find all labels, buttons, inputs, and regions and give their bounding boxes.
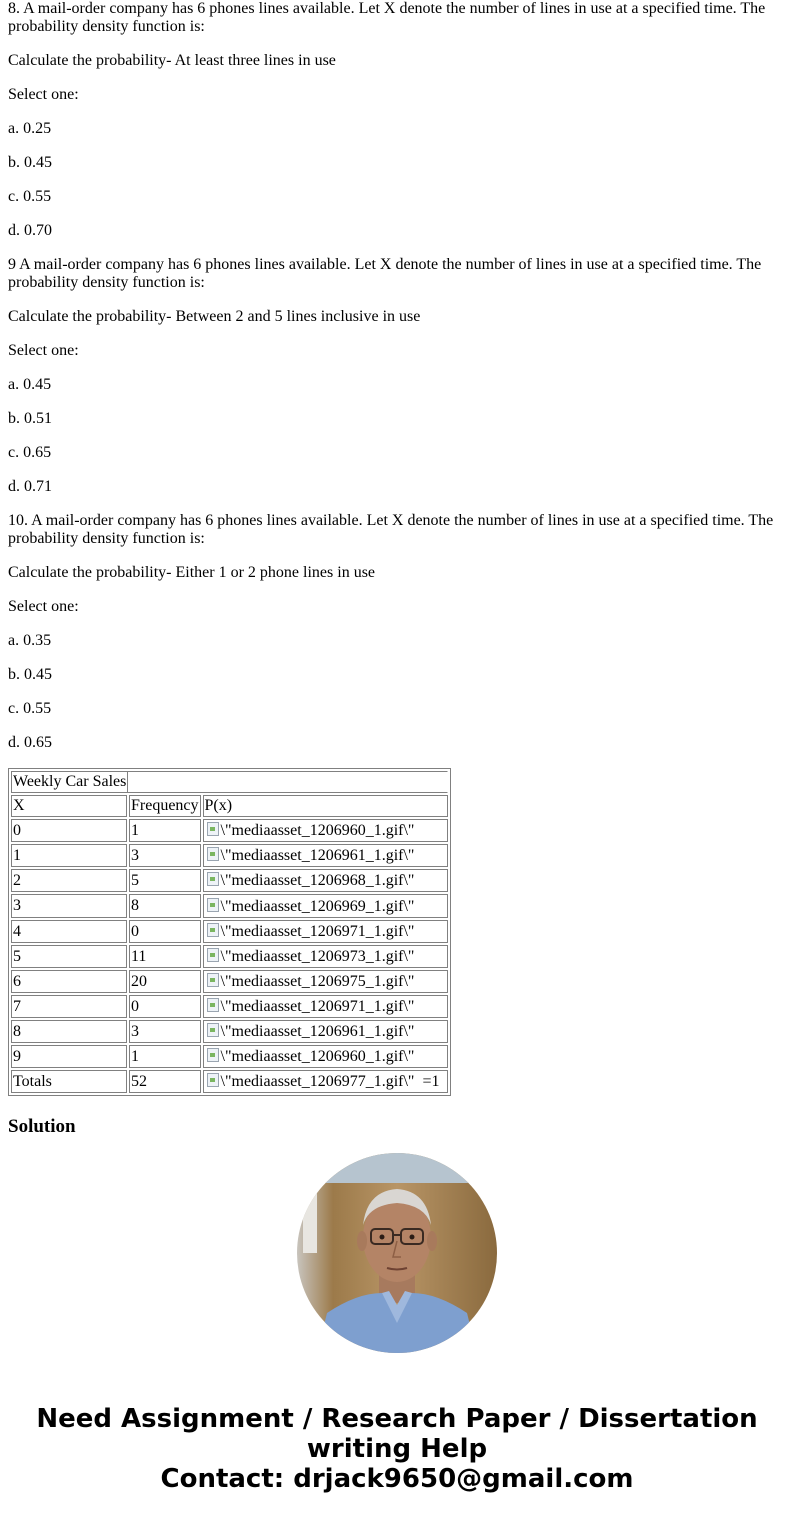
cell-frequency: 11 xyxy=(129,945,201,968)
cell-px xyxy=(203,894,448,918)
header-px: P(x) xyxy=(203,795,448,817)
broken-image-icon xyxy=(205,1022,221,1038)
option-a: a. 0.45 xyxy=(8,376,52,393)
table-caption: Weekly Car Sales xyxy=(11,771,128,793)
table-row xyxy=(11,819,448,842)
option-a: a. 0.35 xyxy=(8,632,52,649)
cell-x: 2 xyxy=(11,869,127,892)
option-b: b. 0.45 xyxy=(8,666,52,683)
broken-image-icon xyxy=(205,846,221,862)
cell-frequency: 20 xyxy=(129,970,201,993)
cell-x: 6 xyxy=(11,970,127,993)
question-task: Calculate the probability- At least three lines in use xyxy=(8,52,336,69)
cell-x: 4 xyxy=(11,920,127,943)
image-alt-text: \"mediaasset_1206968_1.gif\" xyxy=(220,872,415,889)
image-alt-text: \"mediaasset_1206971_1.gif\" xyxy=(220,998,415,1015)
question-8 xyxy=(8,0,786,240)
cell-frequency: 5 xyxy=(129,869,201,892)
image-alt-text: \"mediaasset_1206977_1.gif\" xyxy=(220,1073,415,1090)
cell-x: 9 xyxy=(11,1045,127,1068)
option-d: d. 0.71 xyxy=(8,478,52,495)
cell-px xyxy=(203,970,448,993)
select-one-label: Select one: xyxy=(8,342,79,359)
image-alt-text: \"mediaasset_1206969_1.gif\" xyxy=(220,897,415,915)
cell-px xyxy=(203,995,448,1018)
table-caption-row xyxy=(11,771,448,793)
totals-px xyxy=(203,1070,448,1093)
broken-image-icon xyxy=(205,972,221,988)
option-d: d. 0.65 xyxy=(8,734,52,751)
table-totals-row xyxy=(11,1070,448,1093)
table-row xyxy=(11,844,448,867)
table-caption-cell xyxy=(11,771,448,793)
table-row xyxy=(11,894,448,918)
broken-image-icon xyxy=(205,947,221,963)
question-9 xyxy=(8,256,786,496)
cell-x: 5 xyxy=(11,945,127,968)
cell-px xyxy=(203,1020,448,1043)
broken-image-icon xyxy=(205,1047,221,1063)
cell-x: 7 xyxy=(11,995,127,1018)
weekly-car-sales-table xyxy=(8,768,451,1096)
option-c: c. 0.55 xyxy=(8,188,52,205)
table-row xyxy=(11,945,448,968)
image-alt-text: \"mediaasset_1206971_1.gif\" xyxy=(220,923,415,940)
question-10 xyxy=(8,512,786,752)
image-alt-text: \"mediaasset_1206961_1.gif\" xyxy=(220,1023,415,1040)
cell-px xyxy=(203,819,448,842)
promo-contact: Contact: drjack9650@gmail.com xyxy=(160,1464,634,1494)
question-task: Calculate the probability- Between 2 and 5 lines inclusive in use xyxy=(8,308,421,325)
cell-px xyxy=(203,920,448,943)
cell-px xyxy=(203,844,448,867)
select-one-label: Select one: xyxy=(8,598,79,615)
cell-frequency: 3 xyxy=(129,1020,201,1043)
image-alt-text: \"mediaasset_1206961_1.gif\" xyxy=(220,847,415,864)
totals-label: Totals xyxy=(11,1070,127,1093)
question-task: Calculate the probability- Either 1 or 2 phone lines in use xyxy=(8,564,376,581)
promo-banner xyxy=(0,1404,794,1494)
table-row xyxy=(11,869,448,892)
image-alt-text: \"mediaasset_1206960_1.gif\" xyxy=(220,1048,415,1065)
broken-image-icon xyxy=(205,1072,221,1088)
author-avatar xyxy=(297,1153,497,1353)
question-stem: 10. A mail-order company has 6 phones lines available. Let X denote the number of lines in use at a specified time. The probability density function is: xyxy=(8,512,774,547)
option-a: a. 0.25 xyxy=(8,120,52,137)
select-one-label: Select one: xyxy=(8,86,79,103)
option-b: b. 0.51 xyxy=(8,410,52,427)
table-row xyxy=(11,995,448,1018)
table-row xyxy=(11,1045,448,1068)
option-b: b. 0.45 xyxy=(8,154,52,171)
broken-image-icon xyxy=(205,922,221,938)
cell-frequency: 0 xyxy=(129,920,201,943)
avatar-portrait-icon xyxy=(297,1153,497,1353)
cell-frequency: 1 xyxy=(129,819,201,842)
promo-line-1: Need Assignment / Research Paper / Dissertation xyxy=(36,1404,758,1434)
question-stem: 8. A mail-order company has 6 phones lines available. Let X denote the number of lines in use at a specified time. The probability density function is: xyxy=(8,0,766,35)
cell-x: 1 xyxy=(11,844,127,867)
totals-frequency: 52 xyxy=(129,1070,201,1093)
cell-px xyxy=(203,945,448,968)
header-frequency: Frequency xyxy=(129,795,201,817)
solution-heading: Solution xyxy=(8,1116,76,1137)
cell-frequency: 3 xyxy=(129,844,201,867)
totals-suffix: =1 xyxy=(422,1073,440,1090)
broken-image-icon xyxy=(205,821,221,837)
question-stem: 9 A mail-order company has 6 phones lines available. Let X denote the number of lines in use at a specified time. The probability density function is: xyxy=(8,256,762,291)
broken-image-icon xyxy=(205,997,221,1013)
cell-frequency: 0 xyxy=(129,995,201,1018)
cell-frequency: 1 xyxy=(129,1045,201,1068)
cell-x: 0 xyxy=(11,819,127,842)
cell-x: 3 xyxy=(11,894,127,918)
cell-px xyxy=(203,1045,448,1068)
image-alt-text: \"mediaasset_1206975_1.gif\" xyxy=(220,973,415,990)
image-alt-text: \"mediaasset_1206960_1.gif\" xyxy=(220,822,415,839)
promo-line-2: writing Help xyxy=(306,1434,488,1464)
broken-image-icon xyxy=(205,871,221,887)
table-row xyxy=(11,970,448,993)
header-x: X xyxy=(11,795,127,817)
table-row xyxy=(11,1020,448,1043)
broken-image-icon xyxy=(205,897,221,913)
cell-x: 8 xyxy=(11,1020,127,1043)
option-c: c. 0.55 xyxy=(8,700,52,717)
cell-frequency: 8 xyxy=(129,894,201,918)
cell-px xyxy=(203,869,448,892)
table-header-row xyxy=(11,795,448,817)
table-row xyxy=(11,920,448,943)
option-c: c. 0.65 xyxy=(8,444,52,461)
option-d: d. 0.70 xyxy=(8,222,52,239)
image-alt-text: \"mediaasset_1206973_1.gif\" xyxy=(220,948,415,965)
